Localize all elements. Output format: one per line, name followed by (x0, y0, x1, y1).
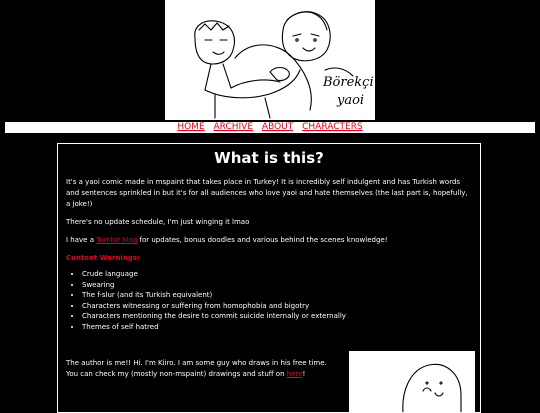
nav-link-about[interactable]: ABOUT (261, 122, 294, 132)
warning-item: • Characters mentioning the desire to commit suicide internally or externally (82, 311, 472, 322)
warning-item: • The f-slur (and its Turkish equivalent) (82, 290, 472, 301)
nav-link-archive[interactable]: ARCHIVE (213, 122, 254, 132)
author-text-before: You can check my (mostly non-mspaint) drawings and stuff on (66, 370, 287, 378)
author-line-1: The author is me!! Hi. I'm Kiiro. I am some guy who draws in his free time. (66, 359, 327, 367)
tumblr-text-before: I have a (66, 236, 97, 244)
tumblr-paragraph (66, 235, 472, 246)
tumblr-text-after: for updates, bonus doodles and various behind the scenes knowledge! (137, 236, 388, 244)
author-text-after: ! (302, 370, 306, 378)
author-line-2 (66, 369, 336, 380)
header-banner-image (165, 0, 375, 120)
tumblr-link[interactable]: Tumblr blog (96, 236, 138, 244)
nav-link-characters[interactable]: CHARACTERS (302, 122, 363, 132)
content-warnings-heading: Content Warnings: (66, 254, 140, 262)
nav-bar (5, 122, 535, 133)
about-panel (57, 143, 481, 413)
content-warnings-list (66, 269, 472, 332)
page-title: What is this? (214, 149, 324, 167)
nav-link-home[interactable]: HOME (177, 122, 205, 132)
author-here-link[interactable]: here (286, 370, 303, 378)
logo-text-2: yaoi (337, 93, 365, 108)
banner-drawing (165, 0, 375, 120)
schedule-paragraph: There's no update schedule, I'm just winging it lmao (66, 218, 250, 226)
author-section (66, 358, 336, 380)
doodle-drawing (349, 351, 475, 413)
intro-paragraph: It's a yaoi comic made in mspaint that takes place in Turkey! It is incredibly self indulgent and has Turkish words and sentences sprinkled in but it's for all audiences who love yaoi and hate themselves (the last part is, hopefully, a joke!) (66, 178, 468, 208)
warning-item: • Crude language (82, 269, 472, 280)
warning-item: • Swearing (82, 280, 472, 291)
author-doodle-image (349, 351, 475, 413)
warning-item: • Characters witnessing or suffering from homophobia and bigotry (82, 301, 472, 312)
logo-text-1: Börekçi (323, 75, 374, 90)
warning-item: • Themes of self hatred (82, 322, 472, 333)
